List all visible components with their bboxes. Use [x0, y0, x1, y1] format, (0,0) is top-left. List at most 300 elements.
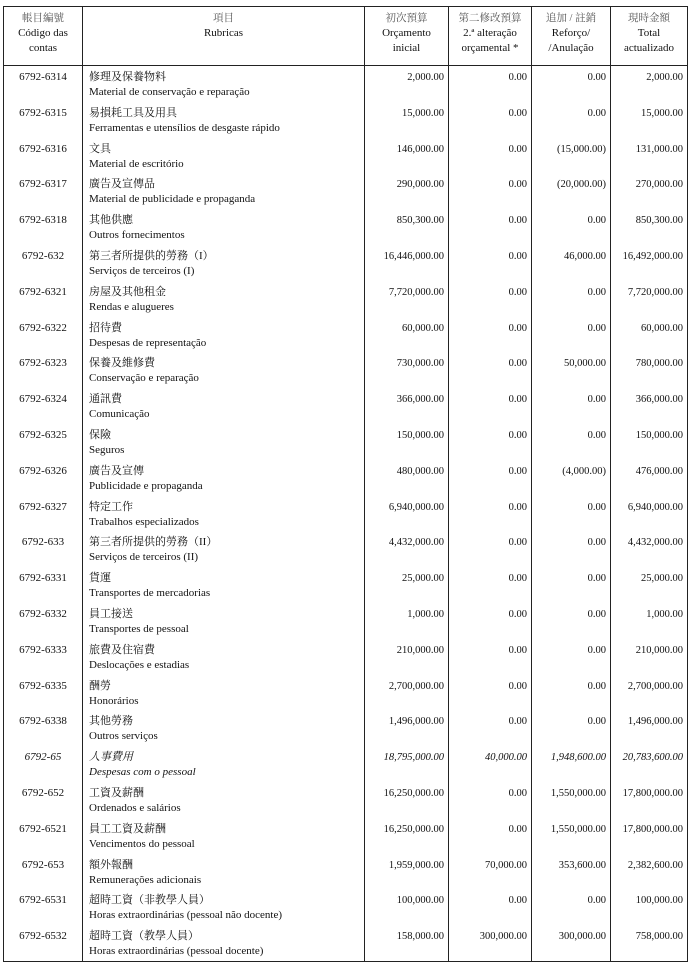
- reinforcement: 0.00: [587, 394, 606, 406]
- account-code-cell: [4, 245, 83, 281]
- rubric-cell: [83, 173, 365, 209]
- rubric-pt: Serviços de terceiros (I): [89, 264, 195, 277]
- account-code: 6792-6332: [19, 607, 67, 620]
- second-alteration: 0.00: [508, 501, 527, 513]
- initial-budget-cell: [365, 424, 449, 460]
- initial-budget: 60,000.00: [402, 322, 444, 334]
- total-updated: 16,492,000.00: [622, 250, 683, 262]
- initial-budget: 2,000.00: [407, 72, 444, 83]
- initial-budget-cell: [365, 675, 449, 711]
- reinforcement-cell: [532, 639, 611, 675]
- account-code-cell: [4, 388, 83, 424]
- reinforcement: 0.00: [587, 608, 606, 620]
- account-code: 6792-633: [21, 536, 65, 549]
- initial-budget: 25,000.00: [402, 573, 444, 585]
- header-reinforce-pt: Reforço/ /Anulação: [548, 27, 594, 54]
- rubric-cell: [83, 138, 365, 174]
- second-alteration: 0.00: [508, 394, 527, 406]
- total-cell: [611, 603, 688, 639]
- rubric-zh: 房屋及其他租金: [89, 285, 166, 298]
- initial-budget: 16,250,000.00: [383, 787, 444, 799]
- rubric-pt: Trabalhos especializados: [89, 515, 199, 528]
- rubric-cell: [83, 854, 365, 890]
- second-alteration-cell: [449, 173, 532, 209]
- rubric-cell: [83, 281, 365, 317]
- reinforcement-cell: [532, 496, 611, 532]
- second-alteration: 0.00: [508, 72, 527, 83]
- header-total: [611, 7, 688, 66]
- reinforcement-cell: [532, 388, 611, 424]
- initial-budget-cell: [365, 102, 449, 138]
- total-updated: 366,000.00: [635, 394, 683, 406]
- total-cell: [611, 352, 688, 388]
- rubric-cell: [83, 102, 365, 138]
- reinforcement-cell: [532, 317, 611, 353]
- reinforcement: 0.00: [587, 501, 606, 513]
- account-code-cell: [4, 66, 83, 102]
- account-code: 6792-6325: [19, 428, 67, 441]
- table-row: [4, 66, 688, 102]
- reinforcement: (20,000.00): [557, 179, 606, 191]
- second-alteration-cell: [449, 388, 532, 424]
- rubric-pt: Serviços de terceiros (II): [89, 551, 199, 564]
- table-row: [4, 854, 688, 890]
- rubric-zh: 人事費用: [89, 751, 133, 764]
- second-alteration-cell: [449, 102, 532, 138]
- initial-budget: 1,959,000.00: [388, 859, 444, 871]
- total-updated: 270,000.00: [635, 179, 683, 191]
- initial-budget-cell: [365, 782, 449, 818]
- second-alteration-cell: [449, 531, 532, 567]
- second-alteration: 0.00: [508, 895, 527, 907]
- rubric-zh: 第三者所提供的勞務（I）: [89, 249, 214, 262]
- initial-budget: 158,000.00: [396, 931, 444, 943]
- second-alteration-cell: [449, 352, 532, 388]
- total-cell: [611, 209, 688, 245]
- total-cell: [611, 889, 688, 925]
- total-cell: [611, 531, 688, 567]
- reinforcement-cell: [532, 424, 611, 460]
- account-code-cell: [4, 639, 83, 675]
- second-alteration: 0.00: [508, 358, 527, 370]
- initial-budget-cell: [365, 603, 449, 639]
- total-updated: 25,000.00: [641, 573, 683, 585]
- total-cell: [611, 710, 688, 746]
- account-code: 6792-6323: [19, 357, 67, 370]
- rubric-cell: [83, 782, 365, 818]
- initial-budget: 15,000.00: [402, 107, 444, 119]
- account-code-cell: [4, 710, 83, 746]
- total-updated: 2,000.00: [646, 72, 683, 83]
- rubric-cell: [83, 818, 365, 854]
- table-row: [4, 567, 688, 603]
- initial-budget-cell: [365, 173, 449, 209]
- initial-budget: 1,000.00: [407, 608, 444, 620]
- table-row: [4, 281, 688, 317]
- reinforcement-cell: [532, 209, 611, 245]
- total-cell: [611, 424, 688, 460]
- table-row: [4, 603, 688, 639]
- table-row: [4, 746, 688, 782]
- total-cell: [611, 281, 688, 317]
- account-code-cell: [4, 531, 83, 567]
- account-code-cell: [4, 746, 83, 782]
- rubric-pt: Outros serviços: [89, 730, 158, 743]
- account-code: 6792-653: [21, 858, 65, 871]
- reinforcement: 1,948,600.00: [550, 752, 606, 764]
- account-code-cell: [4, 209, 83, 245]
- total-updated: 17,800,000.00: [622, 823, 683, 835]
- rubric-pt: Horas extraordinárias (pessoal não docente): [89, 909, 283, 922]
- total-cell: [611, 460, 688, 496]
- rubric-cell: [83, 925, 365, 961]
- account-code: 6792-6324: [19, 393, 67, 406]
- reinforcement-cell: [532, 567, 611, 603]
- second-alteration: 0.00: [508, 680, 527, 692]
- second-alteration: 0.00: [508, 644, 527, 656]
- rubric-zh: 其他勞務: [89, 715, 133, 728]
- second-alteration: 0.00: [508, 465, 527, 477]
- account-code: 6792-652: [21, 786, 65, 799]
- rubric-zh: 招待費: [89, 321, 122, 334]
- reinforcement: 0.00: [587, 537, 606, 549]
- account-code-cell: [4, 317, 83, 353]
- total-updated: 780,000.00: [635, 358, 683, 370]
- total-cell: [611, 567, 688, 603]
- reinforcement: 46,000.00: [564, 250, 606, 262]
- table-row: [4, 352, 688, 388]
- reinforcement: 0.00: [587, 215, 606, 227]
- account-code-cell: [4, 424, 83, 460]
- initial-budget-cell: [365, 352, 449, 388]
- rubric-zh: 保險: [89, 428, 111, 441]
- second-alteration-cell: [449, 424, 532, 460]
- reinforcement-cell: [532, 173, 611, 209]
- header-initial-zh: 初次預算: [385, 13, 428, 24]
- reinforcement: 0.00: [587, 322, 606, 334]
- account-code-cell: [4, 782, 83, 818]
- account-code: 6792-6327: [19, 500, 67, 513]
- reinforcement: 0.00: [587, 72, 606, 83]
- account-code: 6792-6316: [19, 142, 67, 155]
- rubric-zh: 廣告及宣傳品: [89, 178, 155, 191]
- total-updated: 100,000.00: [635, 895, 683, 907]
- reinforcement: 0.00: [587, 895, 606, 907]
- rubric-zh: 第三者所提供的勞務（II）: [89, 536, 218, 549]
- initial-budget-cell: [365, 209, 449, 245]
- account-code: 6792-6317: [19, 178, 67, 191]
- table-header: [4, 7, 688, 66]
- rubric-pt: Transportes de mercadorias: [89, 587, 211, 600]
- total-updated: 1,000.00: [646, 608, 683, 620]
- account-code: 6792-6338: [19, 715, 67, 728]
- reinforcement: 0.00: [587, 107, 606, 119]
- rubric-pt: Publicidade e propaganda: [89, 479, 203, 492]
- total-updated: 6,940,000.00: [627, 501, 683, 513]
- initial-budget: 18,795,000.00: [383, 752, 444, 764]
- rubric-cell: [83, 317, 365, 353]
- second-alteration: 0.00: [508, 429, 527, 441]
- account-code-cell: [4, 603, 83, 639]
- initial-budget-cell: [365, 496, 449, 532]
- second-alteration: 0.00: [508, 286, 527, 298]
- rubric-pt: Rendas e alugueres: [89, 300, 174, 313]
- account-code-cell: [4, 889, 83, 925]
- table-row: [4, 710, 688, 746]
- initial-budget: 4,432,000.00: [388, 537, 444, 549]
- initial-budget: 16,446,000.00: [383, 250, 444, 262]
- rubric-cell: [83, 746, 365, 782]
- reinforcement: 300,000.00: [558, 931, 606, 943]
- initial-budget: 210,000.00: [396, 644, 444, 656]
- header-reinforce: [532, 7, 611, 66]
- rubric-zh: 易損耗工具及用具: [89, 106, 177, 119]
- reinforcement: 0.00: [587, 680, 606, 692]
- account-code: 6792-6322: [19, 321, 67, 334]
- account-code-cell: [4, 102, 83, 138]
- table-body: [4, 66, 688, 962]
- total-cell: [611, 66, 688, 102]
- budget-table: [3, 6, 688, 962]
- second-alteration: 0.00: [508, 107, 527, 119]
- reinforcement: (4,000.00): [562, 465, 606, 477]
- table-row: [4, 818, 688, 854]
- second-alteration: 0.00: [508, 322, 527, 334]
- rubric-zh: 文具: [89, 142, 111, 155]
- account-code: 6792-6331: [19, 572, 67, 585]
- table-row: [4, 782, 688, 818]
- initial-budget: 1,496,000.00: [388, 716, 444, 728]
- initial-budget: 150,000.00: [396, 429, 444, 441]
- reinforcement: 0.00: [587, 429, 606, 441]
- account-code: 6792-6531: [19, 894, 67, 907]
- header-desc-zh: 項目: [213, 13, 234, 24]
- total-updated: 20,783,600.00: [622, 752, 683, 764]
- second-alteration: 0.00: [508, 537, 527, 549]
- account-code: 6792-6521: [19, 822, 67, 835]
- reinforcement-cell: [532, 138, 611, 174]
- rubric-pt: Honorários: [89, 694, 139, 707]
- second-alteration: 40,000.00: [485, 752, 527, 764]
- reinforcement: 1,550,000.00: [550, 823, 606, 835]
- total-cell: [611, 818, 688, 854]
- account-code: 6792-6335: [19, 679, 67, 692]
- reinforcement-cell: [532, 925, 611, 961]
- second-alteration-cell: [449, 603, 532, 639]
- total-cell: [611, 675, 688, 711]
- reinforcement-cell: [532, 854, 611, 890]
- rubric-pt: Vencimentos do pessoal: [89, 837, 195, 850]
- second-alteration-cell: [449, 567, 532, 603]
- table-row: [4, 424, 688, 460]
- second-alteration-cell: [449, 746, 532, 782]
- total-cell: [611, 854, 688, 890]
- second-alteration: 0.00: [508, 787, 527, 799]
- second-alteration: 0.00: [508, 215, 527, 227]
- initial-budget-cell: [365, 854, 449, 890]
- second-alteration: 0.00: [508, 823, 527, 835]
- rubric-cell: [83, 352, 365, 388]
- rubric-zh: 員工工資及薪酬: [89, 822, 166, 835]
- second-alteration-cell: [449, 460, 532, 496]
- header-reinforce-zh: 追加 / 註銷: [545, 13, 597, 24]
- reinforcement-cell: [532, 102, 611, 138]
- initial-budget-cell: [365, 925, 449, 961]
- second-alteration-cell: [449, 66, 532, 102]
- second-alteration-cell: [449, 782, 532, 818]
- total-cell: [611, 925, 688, 961]
- total-updated: 15,000.00: [641, 107, 683, 119]
- initial-budget: 7,720,000.00: [388, 286, 444, 298]
- rubric-cell: [83, 245, 365, 281]
- header-code: [4, 7, 83, 66]
- initial-budget: 480,000.00: [396, 465, 444, 477]
- rubric-zh: 工資及薪酬: [89, 786, 144, 799]
- account-code: 6792-6333: [19, 643, 67, 656]
- reinforcement-cell: [532, 889, 611, 925]
- account-code-cell: [4, 854, 83, 890]
- total-updated: 7,720,000.00: [627, 286, 683, 298]
- reinforcement: 0.00: [587, 716, 606, 728]
- second-alteration-cell: [449, 675, 532, 711]
- rubric-cell: [83, 531, 365, 567]
- rubric-cell: [83, 889, 365, 925]
- second-alteration: 0.00: [508, 716, 527, 728]
- rubric-pt: Ferramentas e utensílios de desgaste rápido: [89, 121, 280, 134]
- account-code-cell: [4, 496, 83, 532]
- header-second-pt: 2.ª alteração orçamental *: [461, 27, 519, 54]
- table-row: [4, 173, 688, 209]
- header-desc-pt: Rubricas: [203, 27, 244, 39]
- reinforcement-cell: [532, 782, 611, 818]
- rubric-zh: 保養及維修費: [89, 357, 155, 370]
- account-code: 6792-65: [24, 751, 62, 764]
- total-updated: 476,000.00: [635, 465, 683, 477]
- total-updated: 2,700,000.00: [627, 680, 683, 692]
- second-alteration: 0.00: [508, 179, 527, 191]
- reinforcement-cell: [532, 603, 611, 639]
- table-row: [4, 209, 688, 245]
- reinforcement: 0.00: [587, 644, 606, 656]
- header-code-pt: Código das contas: [18, 27, 68, 54]
- rubric-cell: [83, 639, 365, 675]
- second-alteration-cell: [449, 889, 532, 925]
- reinforcement-cell: [532, 710, 611, 746]
- initial-budget: 366,000.00: [396, 394, 444, 406]
- rubric-pt: Horas extraordinárias (pessoal docente): [89, 945, 264, 958]
- initial-budget: 850,300.00: [396, 215, 444, 227]
- total-updated: 1,496,000.00: [627, 716, 683, 728]
- second-alteration-cell: [449, 281, 532, 317]
- initial-budget: 2,700,000.00: [388, 680, 444, 692]
- total-cell: [611, 317, 688, 353]
- rubric-pt: Despesas de representação: [89, 336, 207, 349]
- initial-budget: 6,940,000.00: [388, 501, 444, 513]
- table-row: [4, 102, 688, 138]
- reinforcement: 353,600.00: [558, 859, 606, 871]
- reinforcement-cell: [532, 531, 611, 567]
- table-row: [4, 460, 688, 496]
- header-code-zh: 帳目編號: [22, 13, 64, 24]
- total-updated: 17,800,000.00: [622, 787, 683, 799]
- table-row: [4, 388, 688, 424]
- second-alteration-cell: [449, 710, 532, 746]
- initial-budget-cell: [365, 818, 449, 854]
- table-row: [4, 317, 688, 353]
- reinforcement-cell: [532, 281, 611, 317]
- second-alteration-cell: [449, 925, 532, 961]
- second-alteration: 300,000.00: [479, 931, 527, 943]
- rubric-zh: 員工接送: [89, 607, 133, 620]
- account-code: 6792-6532: [19, 930, 67, 943]
- total-cell: [611, 782, 688, 818]
- initial-budget-cell: [365, 567, 449, 603]
- table-row: [4, 245, 688, 281]
- rubric-zh: 修理及保養物料: [89, 71, 166, 83]
- reinforcement-cell: [532, 245, 611, 281]
- rubric-pt: Material de publicidade e propaganda: [89, 193, 256, 206]
- rubric-pt: Transportes de pessoal: [89, 622, 189, 635]
- account-code-cell: [4, 281, 83, 317]
- rubric-zh: 酬勞: [89, 679, 111, 692]
- rubric-cell: [83, 603, 365, 639]
- account-code-cell: [4, 567, 83, 603]
- table-row: [4, 889, 688, 925]
- total-cell: [611, 496, 688, 532]
- second-alteration-cell: [449, 317, 532, 353]
- second-alteration-cell: [449, 818, 532, 854]
- table-row: [4, 531, 688, 567]
- rubric-pt: Material de escritório: [89, 157, 184, 170]
- initial-budget-cell: [365, 531, 449, 567]
- rubric-pt: Material de conservação e reparação: [89, 86, 250, 98]
- reinforcement-cell: [532, 818, 611, 854]
- account-code-cell: [4, 138, 83, 174]
- rubric-zh: 額外報酬: [89, 858, 133, 871]
- rubric-pt: Outros fornecimentos: [89, 229, 185, 242]
- total-updated: 210,000.00: [635, 644, 683, 656]
- table-row: [4, 639, 688, 675]
- reinforcement: 50,000.00: [564, 358, 606, 370]
- initial-budget: 16,250,000.00: [383, 823, 444, 835]
- initial-budget-cell: [365, 66, 449, 102]
- initial-budget-cell: [365, 746, 449, 782]
- initial-budget-cell: [365, 889, 449, 925]
- account-code: 6792-6315: [19, 106, 67, 119]
- reinforcement-cell: [532, 675, 611, 711]
- rubric-zh: 超時工資（非教學人員）: [89, 894, 210, 907]
- header-desc: [83, 7, 365, 66]
- rubric-cell: [83, 460, 365, 496]
- second-alteration-cell: [449, 138, 532, 174]
- reinforcement: 1,550,000.00: [550, 787, 606, 799]
- initial-budget-cell: [365, 317, 449, 353]
- rubric-cell: [83, 675, 365, 711]
- total-updated: 4,432,000.00: [627, 537, 683, 549]
- table-row: [4, 496, 688, 532]
- rubric-zh: 貨運: [89, 572, 111, 585]
- initial-budget-cell: [365, 245, 449, 281]
- account-code-cell: [4, 352, 83, 388]
- rubric-cell: [83, 209, 365, 245]
- rubric-zh: 通訊費: [89, 393, 122, 406]
- total-updated: 150,000.00: [635, 429, 683, 441]
- account-code-cell: [4, 675, 83, 711]
- rubric-zh: 超時工資（教學人員）: [89, 930, 199, 943]
- rubric-pt: Remunerações adicionais: [89, 873, 202, 886]
- reinforcement-cell: [532, 352, 611, 388]
- rubric-cell: [83, 424, 365, 460]
